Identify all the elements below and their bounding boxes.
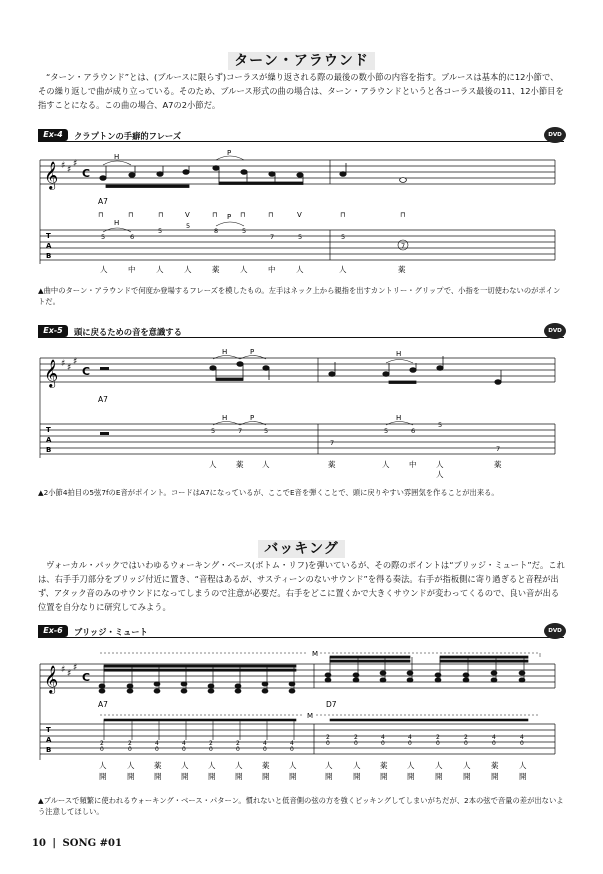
svg-text:開: 開 — [208, 772, 216, 781]
svg-text:A: A — [46, 736, 52, 744]
svg-text:V: V — [297, 211, 302, 219]
svg-text:⊓: ⊓ — [240, 211, 246, 219]
svg-text:8: 8 — [214, 227, 219, 235]
notes-ex6-b — [325, 656, 528, 682]
svg-text:5: 5 — [298, 233, 303, 241]
example-tag: Ex-6 — [38, 625, 68, 637]
svg-text:6: 6 — [130, 233, 135, 241]
svg-text:♯: ♯ — [67, 669, 72, 679]
svg-text:0: 0 — [326, 740, 330, 747]
tab-staff-ex6 — [40, 724, 555, 754]
svg-text:開: 開 — [127, 772, 135, 781]
svg-text:薬: 薬 — [154, 761, 162, 770]
svg-text:人: 人 — [289, 761, 297, 770]
svg-text:薬: 薬 — [212, 265, 220, 274]
svg-text:0: 0 — [354, 740, 358, 747]
treble-clef-icon: 𝄞 — [44, 665, 59, 693]
svg-text:2: 2 — [436, 734, 440, 741]
svg-text:P: P — [250, 414, 255, 422]
section-paragraph-backing: ヴォーカル・パックではいわゆるウォーキング・ベース(ボトム・リフ)を弾いているが、その際のポイントは“ブリッジ・ミュート”だ。これは、右手手刀部分をブリッジ付近に置き、“音程はあるが、サスティーンのないサウンド”を得る奏法。右手が指板側に寄り過ぎると音程が出ず、アタック音のみのサウンドになってしまうので注意が必要だ。右手をどこに置くかで大きくサウンドが変わってくるので、良い音が出る位置を自分なりに研究してみよう。 — [38, 560, 565, 612]
caption-ex6: ▲ブルースで頻繁に使われるウォーキング・ベース・パターン。慣れないと低音側の弦の方を強くピッキングしてしまいがちだが、2本の弦で音量の差が出ないよう注意してほしい。 — [38, 796, 564, 816]
svg-text:5: 5 — [186, 222, 191, 230]
svg-text:開: 開 — [325, 772, 333, 781]
svg-text:0: 0 — [100, 746, 104, 753]
example-title: クラプトンの手癖的フレーズ — [74, 131, 182, 141]
caption-ex4: ▲曲中のターン・アラウンドで何度か登場するフレーズを模したもの。左手はネック上から親指を出すカントリー・グリップで、小指を一切使わないのがポイントだ。 — [38, 286, 561, 306]
svg-text:0: 0 — [436, 740, 440, 747]
section-title-turnaround: ターン・アラウンド — [0, 50, 603, 70]
svg-text:T: T — [46, 426, 51, 434]
svg-text:H: H — [396, 350, 402, 358]
svg-text:5: 5 — [101, 233, 106, 241]
svg-text:♯: ♯ — [73, 357, 78, 367]
svg-text:人: 人 — [382, 460, 390, 469]
svg-text:開: 開 — [463, 772, 471, 781]
svg-text:0: 0 — [209, 746, 213, 753]
svg-text:薬: 薬 — [328, 460, 336, 469]
svg-text:♯: ♯ — [61, 359, 66, 369]
svg-text:人: 人 — [296, 265, 304, 274]
svg-text:0: 0 — [155, 746, 159, 753]
caption-ex5: ▲2小節4拍目の5弦7fのE音がポイント。コードはA7になっているが、ここでE音を弾くことで、頭に戻りやすい雰囲気を作ることが出来る。 — [38, 488, 499, 497]
svg-text:⊓: ⊓ — [400, 211, 406, 219]
svg-text:薬: 薬 — [236, 460, 244, 469]
svg-text:A: A — [46, 436, 52, 444]
svg-text:0: 0 — [182, 746, 186, 753]
example-tag: Ex-4 — [38, 129, 68, 141]
svg-text:開: 開 — [380, 772, 388, 781]
chord-symbol: D7 — [326, 700, 337, 709]
svg-text:人: 人 — [262, 460, 270, 469]
svg-text:2: 2 — [128, 740, 132, 747]
svg-text:人: 人 — [184, 265, 192, 274]
svg-text:♯: ♯ — [61, 161, 66, 171]
section-title-backing: バッキング — [0, 538, 603, 558]
svg-text:5: 5 — [384, 427, 389, 435]
svg-text:0: 0 — [236, 746, 240, 753]
svg-text:開: 開 — [235, 772, 243, 781]
svg-text:4: 4 — [408, 734, 412, 741]
svg-text:中: 中 — [409, 460, 417, 469]
svg-text:開: 開 — [491, 772, 499, 781]
svg-text:薬: 薬 — [398, 265, 406, 274]
svg-text:2: 2 — [100, 740, 104, 747]
open-marks — [99, 772, 527, 781]
treble-clef-icon: 𝄞 — [44, 359, 59, 387]
treble-clef-icon: 𝄞 — [44, 161, 59, 189]
svg-text:4: 4 — [155, 740, 159, 747]
svg-text:5: 5 — [438, 421, 443, 429]
svg-text:人: 人 — [463, 761, 471, 770]
svg-text:0: 0 — [492, 740, 496, 747]
svg-text:人: 人 — [208, 761, 216, 770]
svg-text:B: B — [46, 446, 52, 454]
svg-text:人: 人 — [436, 460, 444, 469]
svg-text:0: 0 — [263, 746, 267, 753]
svg-text:開: 開 — [353, 772, 361, 781]
svg-text:♯: ♯ — [67, 363, 72, 373]
svg-text:人: 人 — [435, 761, 443, 770]
fingering — [99, 760, 527, 770]
svg-text:7: 7 — [496, 445, 501, 453]
svg-text:薬: 薬 — [494, 460, 502, 469]
svg-text:A: A — [46, 242, 52, 250]
chord-symbol: A7 — [98, 395, 108, 404]
svg-text:♯: ♯ — [61, 665, 66, 675]
svg-text:C: C — [82, 365, 91, 378]
svg-text:♯: ♯ — [73, 663, 78, 673]
svg-text:2: 2 — [354, 734, 358, 741]
svg-text:4: 4 — [182, 740, 186, 747]
svg-text:開: 開 — [289, 772, 297, 781]
svg-text:人: 人 — [325, 761, 333, 770]
svg-text:7: 7 — [270, 233, 275, 241]
svg-text:4: 4 — [263, 740, 267, 747]
svg-text:開: 開 — [154, 772, 162, 781]
svg-text:P: P — [250, 348, 255, 356]
svg-text:人: 人 — [339, 265, 347, 274]
svg-text:C: C — [82, 671, 91, 684]
svg-text:5: 5 — [341, 233, 346, 241]
svg-text:4: 4 — [520, 734, 524, 741]
svg-text:0: 0 — [408, 740, 412, 747]
svg-text:開: 開 — [407, 772, 415, 781]
svg-text:薬: 薬 — [262, 761, 270, 770]
dvd-icon: DVD — [544, 623, 566, 639]
svg-text:中: 中 — [268, 265, 276, 274]
svg-text:B: B — [46, 746, 52, 754]
svg-text:人: 人 — [181, 761, 189, 770]
svg-text:M: M — [307, 712, 314, 720]
svg-text:6: 6 — [411, 427, 416, 435]
svg-text:5: 5 — [264, 427, 269, 435]
svg-text:2: 2 — [326, 734, 330, 741]
svg-text:薬: 薬 — [491, 761, 499, 770]
pull-off-label: P — [227, 149, 232, 157]
svg-text:人: 人 — [519, 761, 527, 770]
svg-text:0: 0 — [520, 740, 524, 747]
svg-text:2: 2 — [209, 740, 213, 747]
svg-text:0: 0 — [464, 740, 468, 747]
notes-ex6-a — [99, 665, 296, 693]
svg-text:B: B — [46, 252, 52, 260]
example-tag: Ex-5 — [38, 325, 68, 337]
svg-text:0: 0 — [381, 740, 385, 747]
notation-staff-ex6 — [40, 664, 555, 760]
example-title: 頭に戻るための音を意識する — [74, 327, 182, 337]
svg-text:4: 4 — [381, 734, 385, 741]
svg-text:人: 人 — [156, 265, 164, 274]
chord-symbol: A7 — [98, 700, 108, 709]
svg-text:5: 5 — [158, 227, 163, 235]
tab-numbers — [100, 734, 524, 753]
svg-text:2: 2 — [464, 734, 468, 741]
svg-text:H: H — [222, 348, 228, 356]
svg-text:T: T — [46, 232, 51, 240]
dvd-icon: DVD — [544, 323, 566, 339]
svg-text:2: 2 — [236, 740, 240, 747]
svg-text:4: 4 — [492, 734, 496, 741]
svg-text:人: 人 — [99, 761, 107, 770]
svg-text:H: H — [396, 414, 402, 422]
svg-text:T: T — [46, 726, 51, 734]
time-signature: C — [82, 167, 91, 180]
svg-text:7: 7 — [330, 439, 335, 447]
svg-text:7: 7 — [401, 242, 406, 250]
hammer-on-label: H — [114, 153, 120, 161]
svg-text:人: 人 — [127, 761, 135, 770]
svg-text:人: 人 — [209, 460, 217, 469]
example-title: ブリッジ・ミュート — [74, 627, 148, 637]
svg-text:薬: 薬 — [380, 761, 388, 770]
svg-text:5: 5 — [211, 427, 216, 435]
publication-name: SONG #01 — [62, 838, 122, 849]
svg-text:0: 0 — [290, 746, 294, 753]
page-footer: 10 | SONG #01 — [32, 838, 122, 849]
svg-text:人: 人 — [353, 761, 361, 770]
svg-text:開: 開 — [435, 772, 443, 781]
svg-text:H: H — [222, 414, 228, 422]
svg-text:5: 5 — [242, 227, 247, 235]
svg-text:人: 人 — [100, 265, 108, 274]
svg-text:7: 7 — [238, 427, 243, 435]
svg-text:0: 0 — [128, 746, 132, 753]
svg-text:開: 開 — [519, 772, 527, 781]
svg-text:中: 中 — [128, 265, 136, 274]
svg-text:⊓: ⊓ — [98, 211, 104, 219]
section-paragraph-turnaround: “ターン・アラウンド”とは、(ブルースに限らず)コーラスが繰り返される際の最後の数小節の内容を指す。ブルースは基本的に12小節で、その繰り返しで曲が成り立っている。そのため、ブルース形式の曲の場合は、ターン・アラウンドというと各コーラス最後の11、12小節目を指すことになる。この曲の場合、A7の2小節だ。 — [38, 72, 564, 110]
mute-label: M — [312, 650, 319, 658]
svg-text:人: 人 — [235, 761, 243, 770]
svg-text:4: 4 — [290, 740, 294, 747]
svg-text:⊓: ⊓ — [340, 211, 346, 219]
svg-text:開: 開 — [99, 772, 107, 781]
svg-text:開: 開 — [262, 772, 270, 781]
chord-symbol: A7 — [98, 197, 108, 206]
svg-text:⊓: ⊓ — [128, 211, 134, 219]
svg-text:人: 人 — [240, 265, 248, 274]
svg-text:人: 人 — [407, 761, 415, 770]
pull-off-label: P — [227, 213, 232, 221]
svg-text:V: V — [185, 211, 190, 219]
dvd-icon: DVD — [544, 127, 566, 143]
hammer-on-label: H — [114, 219, 120, 227]
svg-text:⊓: ⊓ — [268, 211, 274, 219]
svg-text:♯: ♯ — [67, 165, 72, 175]
svg-text:人: 人 — [436, 470, 444, 479]
page-number: 10 — [32, 838, 46, 849]
svg-text:⊓: ⊓ — [158, 211, 164, 219]
svg-text:⊓: ⊓ — [212, 211, 218, 219]
svg-text:開: 開 — [181, 772, 189, 781]
svg-text:♯: ♯ — [73, 159, 78, 169]
